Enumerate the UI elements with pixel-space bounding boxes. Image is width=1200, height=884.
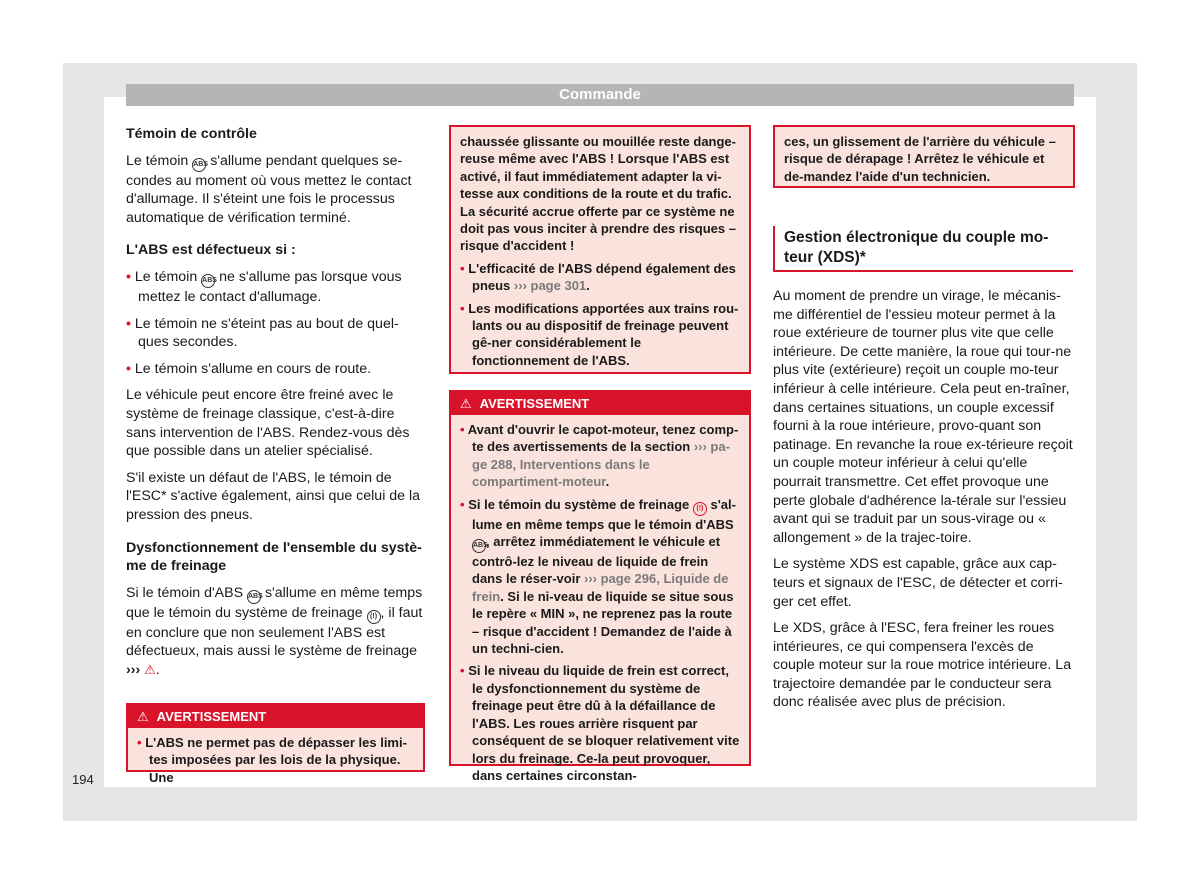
abs-warning-icon: ABS xyxy=(247,590,261,604)
warning-box-title: ⚠ AVERTISSEMENT xyxy=(128,705,423,728)
bullet-icon: • xyxy=(126,268,131,285)
list-item: • L'ABS ne permet pas de dépasser les limi-tes imposées par les lois de la physique. Une xyxy=(137,735,407,785)
bullet-icon: • xyxy=(126,315,131,332)
paragraph-xds-1: Au moment de prendre un virage, le mécanis-me différentiel de l'essieu moteur permet à la roue extérieure de tourner plus vite que celle intérieure. De cette manière, la roue qui tour-ne plus vite (extérieure) reçoit un couple mo-teur inférieur à celle intérieure. Cela peut en-traîner, dans certaines situations, un couple excessif fourni à la roue intérieure, provo-quant son patinage. En revanche la roue ex-térieure reçoit un couple moteur inférieur à celui qu'elle pourrait transmettre. Cet effet provoque une perte globale d'adhérence la-térale sur l'essieu avant qui se traduit par un sous-virage ou « allongement » de la trajec-toire. xyxy=(773,288,1073,546)
warning-box-2 xyxy=(449,390,751,783)
list-item: • Si le niveau du liquide de frein est correct, le dysfonctionnement du système de freinage peut être dû à la défaillance de l'ABS. Les roues arrière risquent par conséquent de se bloquer relativement vite lors du freinage. Ce-la peut provoquer, dans certaines circonstan- xyxy=(460,663,740,783)
cross-reference-arrow[interactable]: ››› xyxy=(126,661,141,678)
column-3 xyxy=(773,287,1073,720)
bullet-icon: • xyxy=(460,300,465,316)
paragraph-xds-2: Le système XDS est capable, grâce aux cap-teurs et signaux de l'ESC, de détecter et corri-ger cet effet. xyxy=(773,556,1063,610)
paragraph-dysfonctionnement: Si le témoin d'ABS ABS s'allume en même temps que le témoin du système de freinage (!) , il faut en conclure que non seulement l'ABS est défectueux, mais aussi le système de freinage ››› ⚠. xyxy=(126,584,423,678)
list-item: • Avant d'ouvrir le capot-moteur, tenez comp-te des avertissements de la section ››› pa-ge 288, Interventions dans le compartiment-moteur. xyxy=(460,422,739,490)
bullet-icon: • xyxy=(460,496,465,512)
warning-triangle-icon: ⚠ xyxy=(137,709,149,724)
heading-abs-defectueux: L'ABS est défectueux si : xyxy=(126,242,296,259)
paragraph-temoin: Le témoin ABS s'allume pendant quelques se-condes au moment où vous mettez le contact d'allumage. Il s'éteint une fois le processus automatique de vérification terminé. xyxy=(126,152,412,226)
warning-box-continued-2 xyxy=(773,125,1075,188)
list-item: • Le témoin ABS ne s'allume pas lorsque vous mettez le contact d'allumage. xyxy=(126,268,402,305)
brake-warning-icon: (!) xyxy=(693,502,707,516)
brake-warning-icon: (!) xyxy=(367,610,381,624)
list-item: • L'efficacité de l'ABS dépend également des pneus ››› page 301. xyxy=(460,260,736,294)
link-page-301[interactable]: ››› page 301 xyxy=(513,278,587,294)
bullet-icon: • xyxy=(460,663,465,679)
warning-triangle-icon: ⚠ xyxy=(460,396,472,411)
bullet-icon: • xyxy=(460,260,465,276)
heading-dysfonctionnement: Dysfonctionnement de l'ensemble du systè-me de freinage xyxy=(126,539,422,575)
warning-box-continued-1 xyxy=(449,125,751,374)
paragraph-freinage-classique: Le véhicule peut encore être freiné avec le système de freinage classique, c'est-à-dire sans intervention de l'ABS. Rendez-vous dès que possible dans un atelier spécialisé. xyxy=(126,387,410,460)
section-heading-xds: Gestion électronique du couple mo-teur (XDS)* xyxy=(773,226,1073,272)
list-item: • Le témoin s'allume en cours de route. xyxy=(126,360,372,377)
paragraph-defaut-abs: S'il existe un défaut de l'ABS, le témoin de l'ESC* s'active également, ainsi que celui de la pression des pneus. xyxy=(126,469,421,523)
list-item: • Les modifications apportées aux trains rou-lants ou au dispositif de freinage peuvent gê-ner considérablement le fonctionnement de l'ABS. xyxy=(460,300,739,368)
page-header-title: Commande xyxy=(126,84,1074,106)
warning-paragraph: chaussée glissante ou mouillée reste dange-reuse même avec l'ABS ! Lorsque l'ABS est activé, il faut immédiatement adapter la vi-tesse aux conditions de la route et du trafic. La sécurité accrue offerte par ce système ne doit pas vous inciter à prendre des risques – risque d'accident ! xyxy=(460,134,736,254)
link-page-296[interactable]: ››› page 296, Liquide de frein xyxy=(472,571,729,604)
heading-temoin-controle: Témoin de contrôle xyxy=(126,126,257,142)
abs-warning-icon: ABS xyxy=(201,274,215,288)
page-number: 194 xyxy=(72,772,94,787)
list-item: • Si le témoin du système de freinage (!) s'al-lume en même temps que le témoin d'ABS ABS, arrêtez immédiatement le véhicule et contrô-lez le niveau de liquide de frein dans le réser-voir ››› page 296, Liquide de frein. Si le ni-veau de liquide se situe sous le repère « MIN », ne reprenez pas la route – risque d'accident ! Demandez de l'aide à un techni-cien. xyxy=(460,496,736,657)
warning-triangle-icon: ⚠ xyxy=(144,661,156,677)
list-item: • Le témoin ne s'éteint pas au bout de quel-ques secondes. xyxy=(126,315,399,351)
column-1 xyxy=(126,125,423,687)
bullet-icon: • xyxy=(460,422,465,437)
bullet-icon: • xyxy=(126,360,131,377)
warning-box-title: ⚠ AVERTISSEMENT xyxy=(451,392,749,415)
warning-paragraph: ces, un glissement de l'arrière du véhicule – risque de dérapage ! Arrêtez le véhicule et de-mandez l'aide d'un technicien. xyxy=(784,134,1056,184)
warning-box-1 xyxy=(126,703,425,785)
abs-warning-icon: ABS xyxy=(192,158,206,172)
bullet-icon: • xyxy=(137,735,142,750)
abs-warning-icon: ABS xyxy=(472,539,486,553)
link-page-288[interactable]: ››› pa-ge 288, Interventions dans le compartiment-moteur xyxy=(472,439,730,490)
paragraph-xds-3: Le XDS, grâce à l'ESC, fera freiner les roues intérieures, ce qui compensera l'excès de couple moteur sur la roue motrice intérieure. La trajectoire demandée par le conducteur sera donc réalisée avec plus de précision. xyxy=(773,620,1072,711)
